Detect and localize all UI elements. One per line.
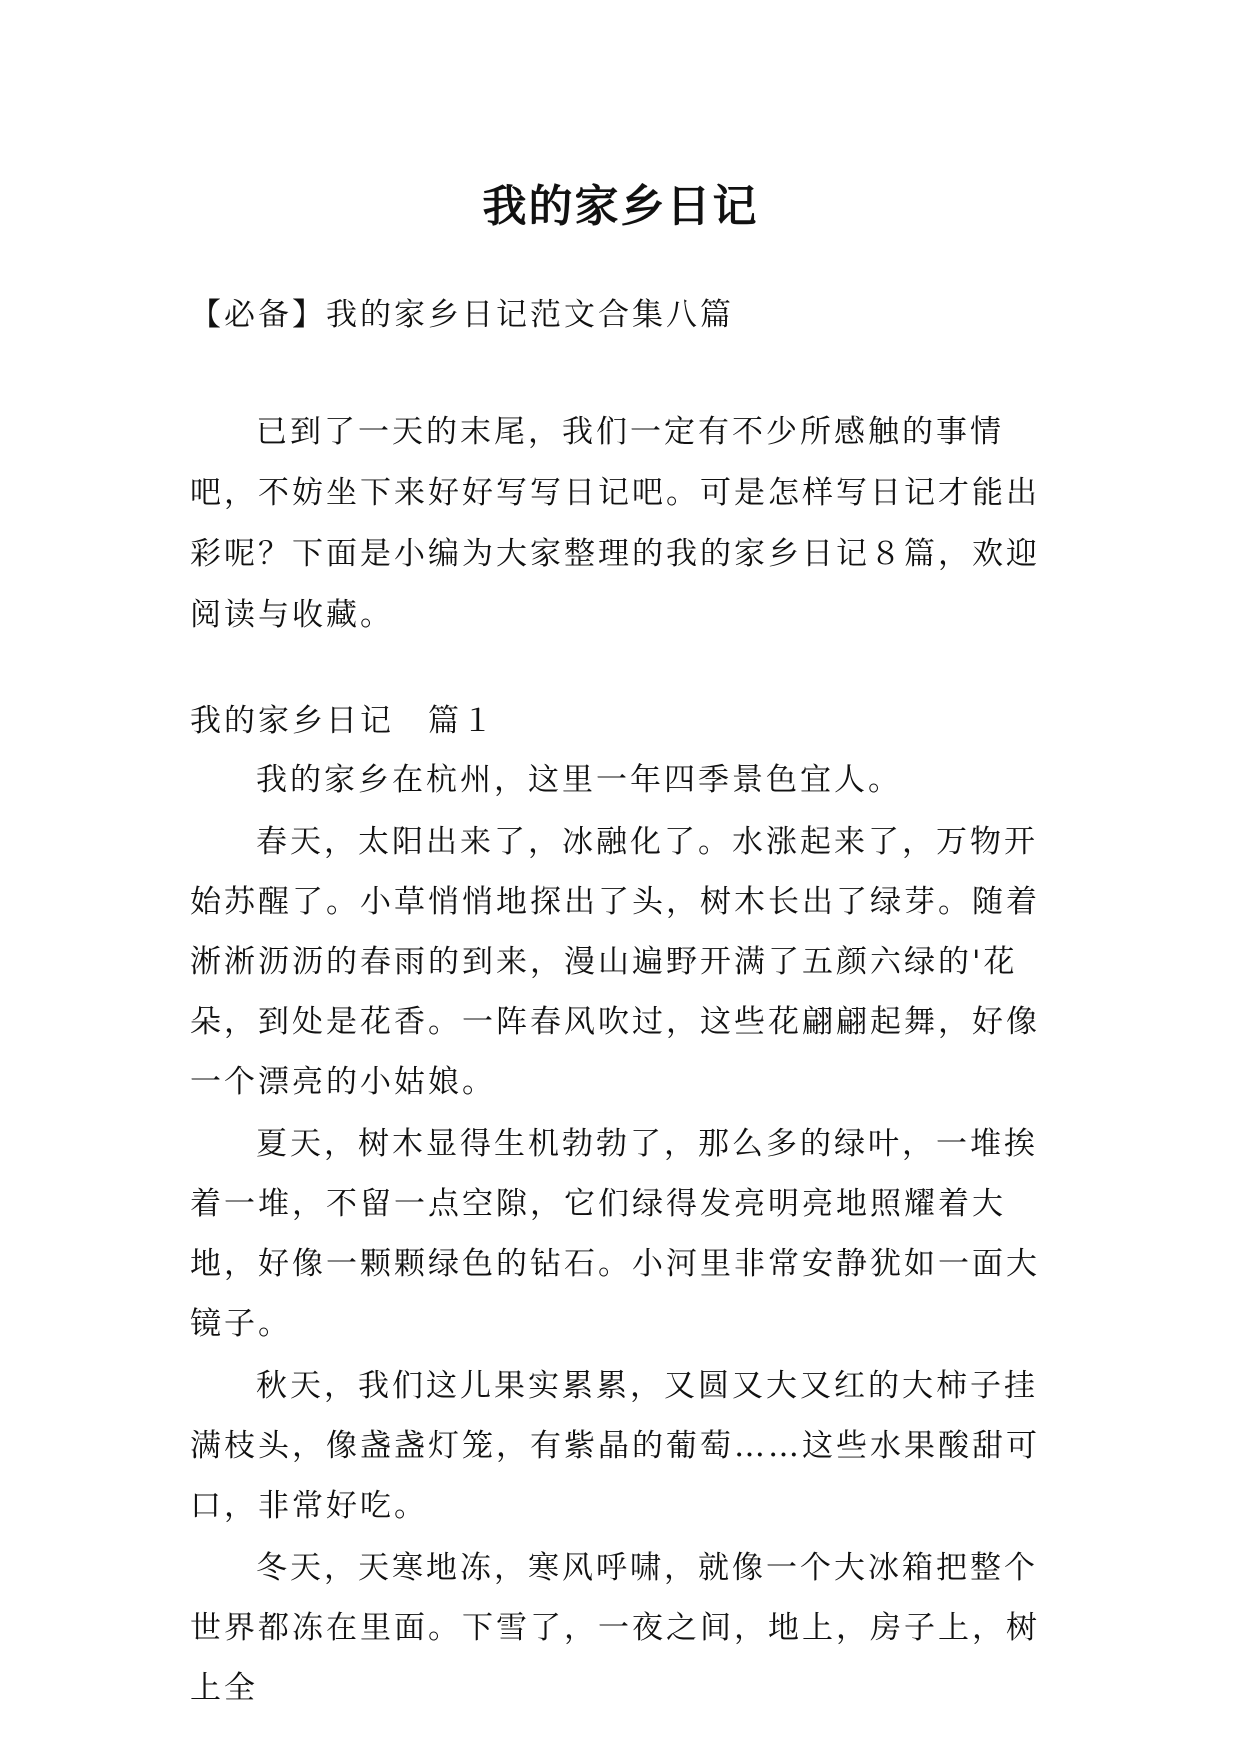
paragraph-hometown: 我的家乡在杭州，这里一年四季景色宜人。 (256, 762, 902, 798)
section-heading: 我的家乡日记 篇１ (190, 703, 496, 739)
document-subtitle: 【必备】我的家乡日记范文合集八篇 (190, 297, 734, 333)
section-body (190, 750, 1050, 1718)
paragraph-spring: 春天，太阳出来了，冰融化了。水涨起来了，万物开始苏醒了。小草悄悄地探出了头，树木长出了绿芽。随着淅淅沥沥的春雨的到来，漫山遍野开满了五颜六绿的'花朵，到处是花香。一阵春风吹过，这些花翩翩起舞，好像一个漂亮的小姑娘。 (190, 824, 1040, 1100)
intro-paragraph: 已到了一天的末尾，我们一定有不少所感触的事情吧，不妨坐下来好好写写日记吧。可是怎样写日记才能出彩呢？下面是小编为大家整理的我的家乡日记８篇，欢迎阅读与收藏。 (190, 414, 1040, 633)
paragraph-summer: 夏天，树木显得生机勃勃了，那么多的绿叶，一堆挨着一堆，不留一点空隙，它们绿得发亮明亮地照耀着大地，好像一颗颗绿色的钻石。小河里非常安静犹如一面大镜子。 (190, 1126, 1040, 1342)
document-title: 我的家乡日记 (482, 181, 759, 233)
paragraph-autumn: 秋天，我们这儿果实累累，又圆又大又红的大柿子挂满枝头，像盏盏灯笼，有紫晶的葡萄……这些水果酸甜可口，非常好吃。 (190, 1368, 1040, 1524)
paragraph-winter: 冬天，天寒地冻，寒风呼啸，就像一个大冰箱把整个世界都冻在里面。下雪了，一夜之间，地上，房子上，树上全 (190, 1550, 1040, 1706)
